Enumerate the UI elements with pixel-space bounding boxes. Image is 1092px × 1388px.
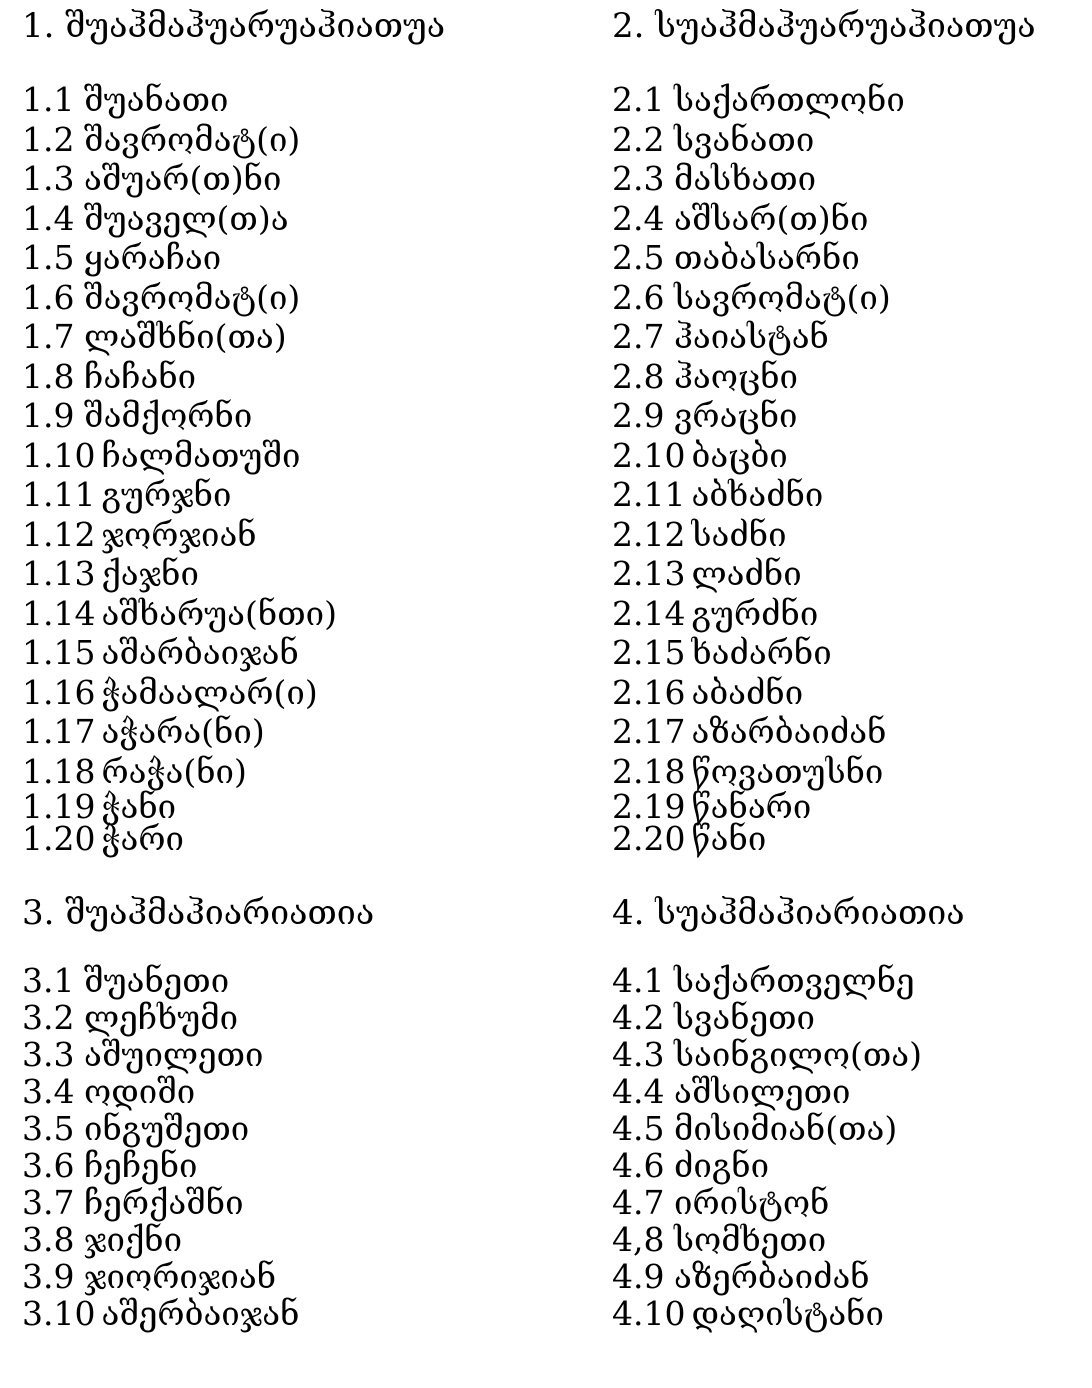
item-text: ძიგნი — [674, 1146, 770, 1185]
list-item — [612, 673, 905, 713]
item-number: 1.7 — [22, 317, 75, 356]
section-4-list — [612, 962, 922, 1332]
list-item — [612, 475, 905, 515]
item-number: 1.9 — [22, 396, 75, 435]
item-number: 2.16 — [612, 672, 686, 712]
list-item — [22, 962, 299, 999]
section-3-list — [22, 962, 299, 1332]
item-number: 1.1 — [22, 80, 75, 119]
item-text: შუაველ(თ)ა — [84, 198, 289, 238]
list-item — [612, 1184, 922, 1221]
item-text: მისიმიან(თა) — [674, 1109, 898, 1148]
item-number: 2.6 — [612, 277, 665, 317]
section-1-heading: 1. შუაჰმაჰუარუაჰიათუა — [22, 6, 446, 46]
item-text: აშუარ(თ)ნი — [84, 159, 282, 198]
item-number: 2.2 — [612, 119, 665, 159]
item-text: დაღისტანი — [691, 1294, 884, 1333]
item-text: აშხარუა(ნთი) — [101, 593, 337, 633]
item-text: ლეჩხუმი — [84, 998, 239, 1037]
item-number: 2.12 — [612, 514, 686, 554]
item-number: 3.8 — [22, 1220, 75, 1259]
item-number: 1.16 — [22, 672, 96, 712]
item-text: შუანეთი — [84, 961, 230, 1000]
list-item — [22, 554, 337, 594]
item-number: 3.1 — [22, 961, 75, 1000]
item-number: 1.6 — [22, 277, 75, 317]
item-number: 4.4 — [612, 1072, 665, 1111]
item-number: 4.10 — [612, 1294, 686, 1333]
item-text: გურჯნი — [101, 475, 232, 514]
item-text: ლაშხნი(თა) — [84, 317, 287, 356]
list-item — [612, 712, 905, 752]
list-item — [22, 1110, 299, 1147]
item-text: აზარბაიძან — [691, 712, 887, 751]
list-item — [612, 278, 905, 318]
list-item — [22, 80, 337, 120]
section-4-heading: 4. სუაჰმაჰიარიათია — [612, 893, 965, 933]
list-item — [22, 633, 337, 673]
item-text: ჯორჯიან — [101, 514, 257, 554]
item-number: 2.1 — [612, 80, 665, 119]
section-2-heading: 2. სუაჰმაჰუარუაჰიათუა — [612, 6, 1036, 46]
item-text: ჰაოცნი — [674, 356, 799, 396]
item-text: აშუილეთი — [84, 1035, 264, 1074]
item-text: საინგილო(თა) — [674, 1035, 922, 1074]
item-text: წანარი — [691, 787, 812, 826]
list-item — [612, 199, 905, 239]
list-item — [22, 594, 337, 634]
item-text: წოვათუსნი — [691, 751, 884, 791]
item-number: 2.17 — [612, 712, 686, 751]
item-number: 2.15 — [612, 633, 686, 672]
list-item — [22, 159, 337, 199]
list-item — [612, 1295, 922, 1332]
item-number: 1.15 — [22, 633, 96, 672]
list-item — [22, 120, 337, 160]
list-item — [22, 357, 337, 397]
item-number: 1.11 — [22, 475, 96, 514]
item-number: 1.2 — [22, 119, 75, 159]
item-number: 2.9 — [612, 396, 665, 435]
item-number: 4.5 — [612, 1109, 665, 1148]
item-text: საქართლონი — [674, 80, 905, 119]
item-text: აბხაძნი — [691, 475, 824, 514]
list-item — [22, 999, 299, 1036]
item-text: აჭარა(ნი) — [101, 712, 265, 751]
list-item — [612, 962, 922, 999]
item-number: 1.3 — [22, 159, 75, 198]
list-item — [22, 1184, 299, 1221]
item-text: ვრაცნი — [674, 396, 798, 435]
list-item — [22, 278, 337, 318]
item-number: 1.4 — [22, 198, 75, 238]
item-number: 3.4 — [22, 1072, 75, 1111]
item-number: 4.1 — [612, 961, 665, 1000]
item-text: ჯიორიჯიან — [84, 1257, 277, 1296]
item-number: 2.14 — [612, 593, 686, 633]
item-text: გურძნი — [691, 593, 819, 633]
list-item — [22, 396, 337, 436]
item-text: ჰაიასტან — [674, 317, 829, 356]
item-text: სავრომატ(ი) — [674, 277, 891, 317]
list-item — [612, 819, 905, 858]
item-text: რაჭა(ნი) — [101, 751, 247, 791]
item-text: სვანათი — [674, 119, 815, 159]
item-number: 2.4 — [612, 198, 665, 238]
item-text: აშარბაიჯან — [101, 633, 299, 672]
item-number: 1.17 — [22, 712, 96, 751]
item-number: 2.20 — [612, 819, 686, 858]
item-text: ჭარი — [101, 819, 184, 858]
item-text: შავრომატ(ი) — [84, 277, 301, 317]
item-number: 1.8 — [22, 356, 75, 396]
list-item — [612, 80, 905, 120]
item-number: 2.10 — [612, 435, 686, 475]
item-number: 2.8 — [612, 356, 665, 396]
list-item — [612, 1147, 922, 1184]
item-text: ბაცბი — [691, 435, 788, 475]
item-text: შავრომატ(ი) — [84, 119, 301, 159]
item-number: 4.2 — [612, 998, 665, 1037]
item-number: 1.5 — [22, 238, 75, 277]
section-1-list — [22, 80, 337, 858]
item-text: ჩაჩანი — [84, 356, 197, 396]
item-text: ჯიქნი — [84, 1220, 183, 1259]
item-text: ყარაჩაი — [84, 238, 222, 277]
item-number: 2.7 — [612, 317, 665, 356]
list-item — [22, 1258, 299, 1295]
item-number: 1.20 — [22, 819, 96, 858]
list-item — [612, 317, 905, 357]
list-item — [612, 752, 905, 792]
list-item — [612, 554, 905, 594]
item-text: აშერბაიჯან — [101, 1294, 300, 1333]
item-text: ჩეჩენი — [84, 1146, 198, 1185]
list-item — [22, 1036, 299, 1073]
item-text: აზერბაიძან — [674, 1257, 870, 1296]
item-text: აშსილეთი — [674, 1072, 851, 1111]
item-text: ქაჯნი — [101, 554, 199, 593]
item-text: ჭამაალარ(ი) — [101, 672, 318, 712]
list-item — [612, 594, 905, 634]
list-item — [22, 819, 337, 858]
item-text: ჭანი — [101, 787, 177, 826]
item-text: სვანეთი — [674, 998, 815, 1037]
item-text: აშსარ(თ)ნი — [674, 198, 869, 238]
list-item — [612, 1110, 922, 1147]
list-item — [612, 1073, 922, 1110]
item-text: ლაძნი — [691, 554, 802, 593]
list-item — [22, 1295, 299, 1332]
item-number: 2.19 — [612, 787, 686, 826]
item-text: ირისტონ — [674, 1183, 830, 1222]
item-number: 3.9 — [22, 1257, 75, 1296]
item-number: 4.3 — [612, 1035, 665, 1074]
item-number: 1.10 — [22, 435, 96, 475]
item-number: 2.3 — [612, 159, 665, 198]
item-number: 1.18 — [22, 751, 96, 791]
item-text: საქართველნე — [674, 961, 915, 1000]
list-item — [612, 1036, 922, 1073]
list-item — [22, 436, 337, 476]
section-2-list — [612, 80, 905, 858]
item-text: აბაძნი — [691, 672, 804, 712]
item-number: 1.14 — [22, 593, 96, 633]
list-item — [22, 752, 337, 792]
item-text: მასხათი — [674, 159, 817, 198]
list-item — [612, 238, 905, 278]
list-item — [22, 515, 337, 555]
item-number: 4.6 — [612, 1146, 665, 1185]
item-text: შამქორნი — [84, 396, 253, 435]
list-item — [22, 317, 337, 357]
item-number: 2.18 — [612, 751, 686, 791]
item-text: ჩერქაშნი — [84, 1183, 244, 1222]
item-number: 3.6 — [22, 1146, 75, 1185]
item-number: 2.5 — [612, 238, 665, 277]
item-text: წანი — [691, 819, 767, 858]
list-item — [22, 1221, 299, 1258]
item-text: საძნი — [691, 514, 787, 554]
item-number: 4,8 — [612, 1220, 665, 1259]
list-item — [22, 1073, 299, 1110]
item-text: ჩალმათუში — [101, 435, 301, 475]
list-item — [612, 396, 905, 436]
item-text: სომხეთი — [674, 1220, 827, 1259]
item-number: 3.5 — [22, 1109, 75, 1148]
item-number: 2.13 — [612, 554, 686, 593]
item-number: 2.11 — [612, 475, 686, 514]
list-item — [612, 436, 905, 476]
item-text: შუანათი — [84, 80, 229, 119]
item-number: 4.9 — [612, 1257, 665, 1296]
list-item — [612, 1221, 922, 1258]
item-number: 1.19 — [22, 787, 96, 826]
item-text: ხაძარნი — [691, 633, 832, 672]
item-text: ოდიში — [84, 1072, 196, 1111]
item-number: 3.7 — [22, 1183, 75, 1222]
list-item — [22, 1147, 299, 1184]
item-number: 3.3 — [22, 1035, 75, 1074]
item-number: 1.13 — [22, 554, 96, 593]
list-item — [612, 633, 905, 673]
list-item — [22, 475, 337, 515]
list-item — [22, 199, 337, 239]
item-number: 3.10 — [22, 1294, 96, 1333]
item-number: 1.12 — [22, 514, 96, 554]
list-item — [612, 515, 905, 555]
list-item — [612, 1258, 922, 1295]
list-item — [612, 999, 922, 1036]
item-text: თაბასარნი — [674, 238, 860, 277]
item-text: ინგუშეთი — [84, 1109, 250, 1148]
list-item — [612, 159, 905, 199]
list-item — [22, 673, 337, 713]
list-item — [612, 120, 905, 160]
item-number: 3.2 — [22, 998, 75, 1037]
section-3-heading: 3. შუაჰმაჰიარიათია — [22, 893, 375, 933]
item-number: 4.7 — [612, 1183, 665, 1222]
list-item — [22, 712, 337, 752]
list-item — [612, 357, 905, 397]
list-item — [22, 238, 337, 278]
